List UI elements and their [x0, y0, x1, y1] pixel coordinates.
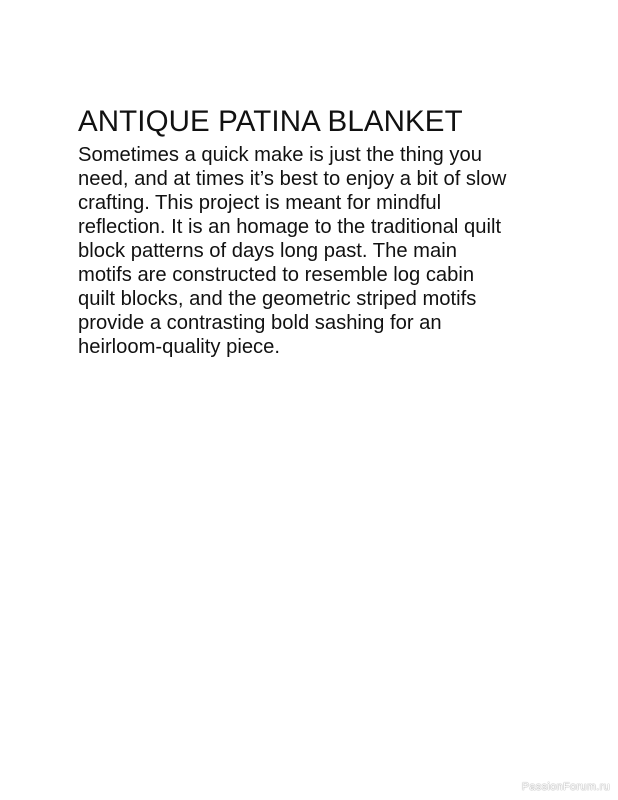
paragraph-line: Sometimes a quick make is just the thing you [78, 144, 482, 166]
paragraph-line: need, and at times it’s best to enjoy a bit of slow [78, 168, 507, 190]
watermark: PassionForum.ru [521, 781, 610, 793]
paragraph-line: provide a contrasting bold sashing for an [78, 312, 442, 334]
paragraph-line: quilt blocks, and the geometric striped motifs [78, 288, 477, 310]
paragraph-line: motifs are constructed to resemble log cabin [78, 264, 475, 286]
page-title: ANTIQUE PATINA BLANKET [78, 105, 463, 138]
paragraph-line: block patterns of days long past. The main [78, 240, 457, 262]
paragraph-line: heirloom-quality piece. [78, 336, 280, 358]
intro-paragraph [78, 143, 538, 359]
paragraph-line: reflection. It is an homage to the traditional quilt [78, 216, 502, 238]
paragraph-line: crafting. This project is meant for mindful [78, 192, 442, 214]
